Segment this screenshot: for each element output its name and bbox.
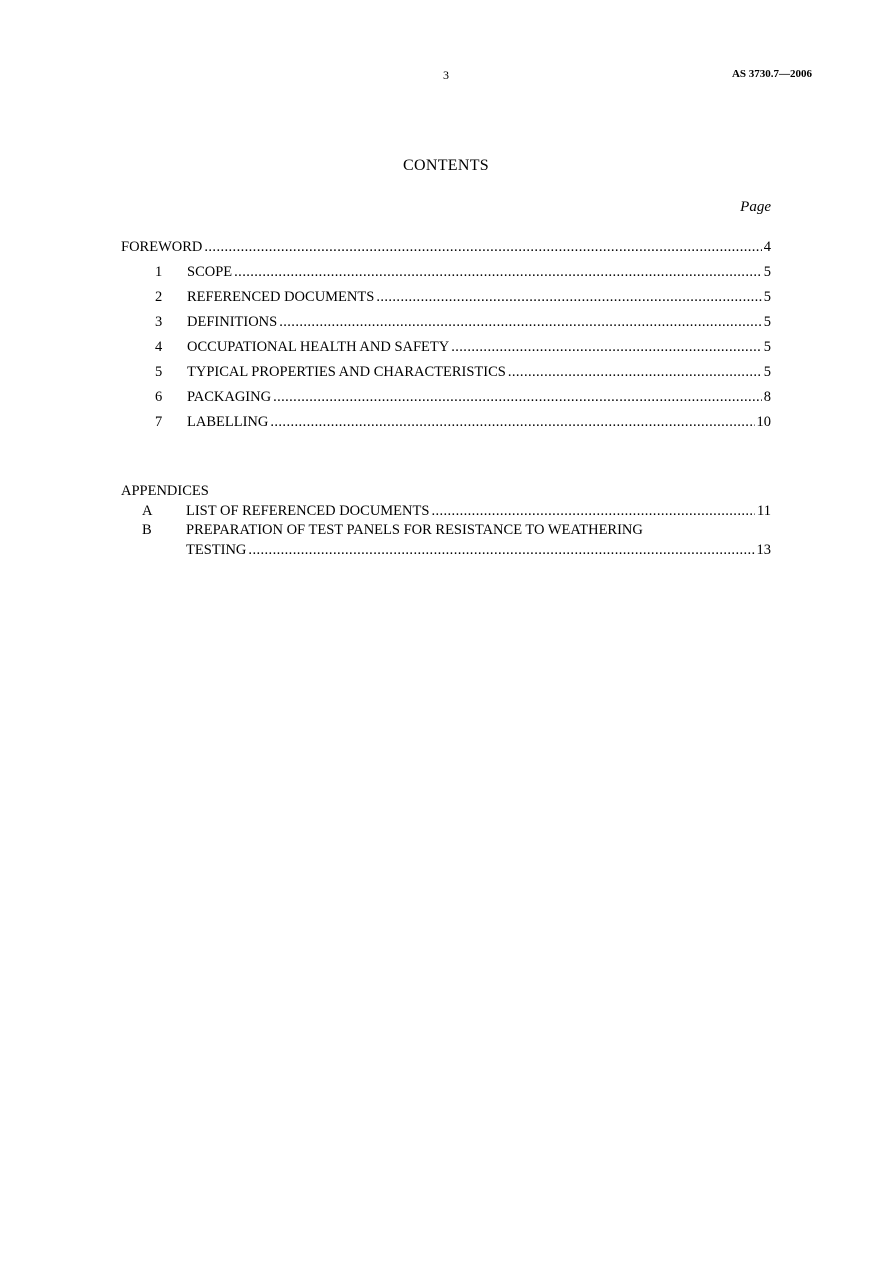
dot-leader	[234, 264, 762, 281]
toc-entry-labelling[interactable]	[121, 414, 771, 434]
toc-entry-title: LIST OF REFERENCED DOCUMENTS	[186, 503, 430, 519]
toc-entry-page: 8	[763, 389, 771, 405]
toc-entry-appendix-a[interactable]	[186, 503, 771, 523]
document-code: AS 3730.7—2006	[731, 68, 812, 80]
dot-leader	[451, 339, 762, 356]
toc-entry-typical-properties[interactable]	[121, 364, 771, 384]
dot-leader	[376, 289, 761, 306]
toc-entry-number: 5	[155, 364, 163, 380]
toc-entry-page: 5	[763, 264, 771, 280]
toc-entry-referenced-documents[interactable]	[121, 289, 771, 309]
toc-entry-scope[interactable]	[121, 264, 771, 284]
toc-entry-page: 5	[763, 339, 771, 355]
appendix-letter: A	[142, 503, 153, 519]
toc-entry-number: 6	[155, 389, 163, 405]
toc-entry-packaging[interactable]	[121, 389, 771, 409]
toc-entry-page: 5	[763, 289, 771, 305]
toc-entry-page: 5	[763, 364, 771, 380]
toc-entry-page: 11	[757, 503, 771, 519]
appendices-heading: APPENDICES	[121, 483, 209, 499]
dot-leader	[279, 314, 762, 331]
dot-leader	[204, 239, 761, 256]
toc-entry-foreword[interactable]	[121, 239, 771, 259]
toc-entry-page: 4	[763, 239, 771, 255]
dot-leader	[273, 389, 762, 406]
toc-entry-page: 10	[756, 414, 771, 430]
toc-entry-appendix-b[interactable]	[186, 542, 771, 562]
dot-leader	[248, 542, 754, 559]
toc-entry-page: 5	[763, 314, 771, 330]
toc-entry-title: PACKAGING	[187, 389, 272, 405]
toc-entry-definitions[interactable]	[121, 314, 771, 334]
toc-entry-title: OCCUPATIONAL HEALTH AND SAFETY	[187, 339, 450, 355]
toc-entry-appendix-b-line1[interactable]: PREPARATION OF TEST PANELS FOR RESISTANCE TO WEATHERING	[186, 522, 643, 538]
toc-entry-title: FOREWORD	[121, 239, 203, 255]
toc-entry-title: TYPICAL PROPERTIES AND CHARACTERISTICS	[187, 364, 506, 380]
dot-leader	[431, 503, 755, 520]
toc-entry-title: REFERENCED DOCUMENTS	[187, 289, 375, 305]
appendix-letter: B	[142, 522, 152, 538]
dot-leader	[508, 364, 762, 381]
toc-entry-page: 13	[756, 542, 771, 558]
page-column-label: Page	[740, 199, 771, 215]
toc-entry-number: 4	[155, 339, 163, 355]
contents-title: CONTENTS	[403, 157, 489, 174]
toc-entry-number: 3	[155, 314, 163, 330]
page-number: 3	[443, 68, 449, 82]
toc-entry-number: 2	[155, 289, 163, 305]
dot-leader	[270, 414, 754, 431]
toc-entry-number: 7	[155, 414, 163, 430]
toc-entry-title: LABELLING	[187, 414, 269, 430]
toc-entry-title: TESTING	[186, 542, 247, 558]
toc-entry-occupational-health[interactable]	[121, 339, 771, 359]
toc-entry-number: 1	[155, 264, 163, 280]
toc-entry-title: SCOPE	[187, 264, 233, 280]
toc-entry-title: DEFINITIONS	[187, 314, 278, 330]
